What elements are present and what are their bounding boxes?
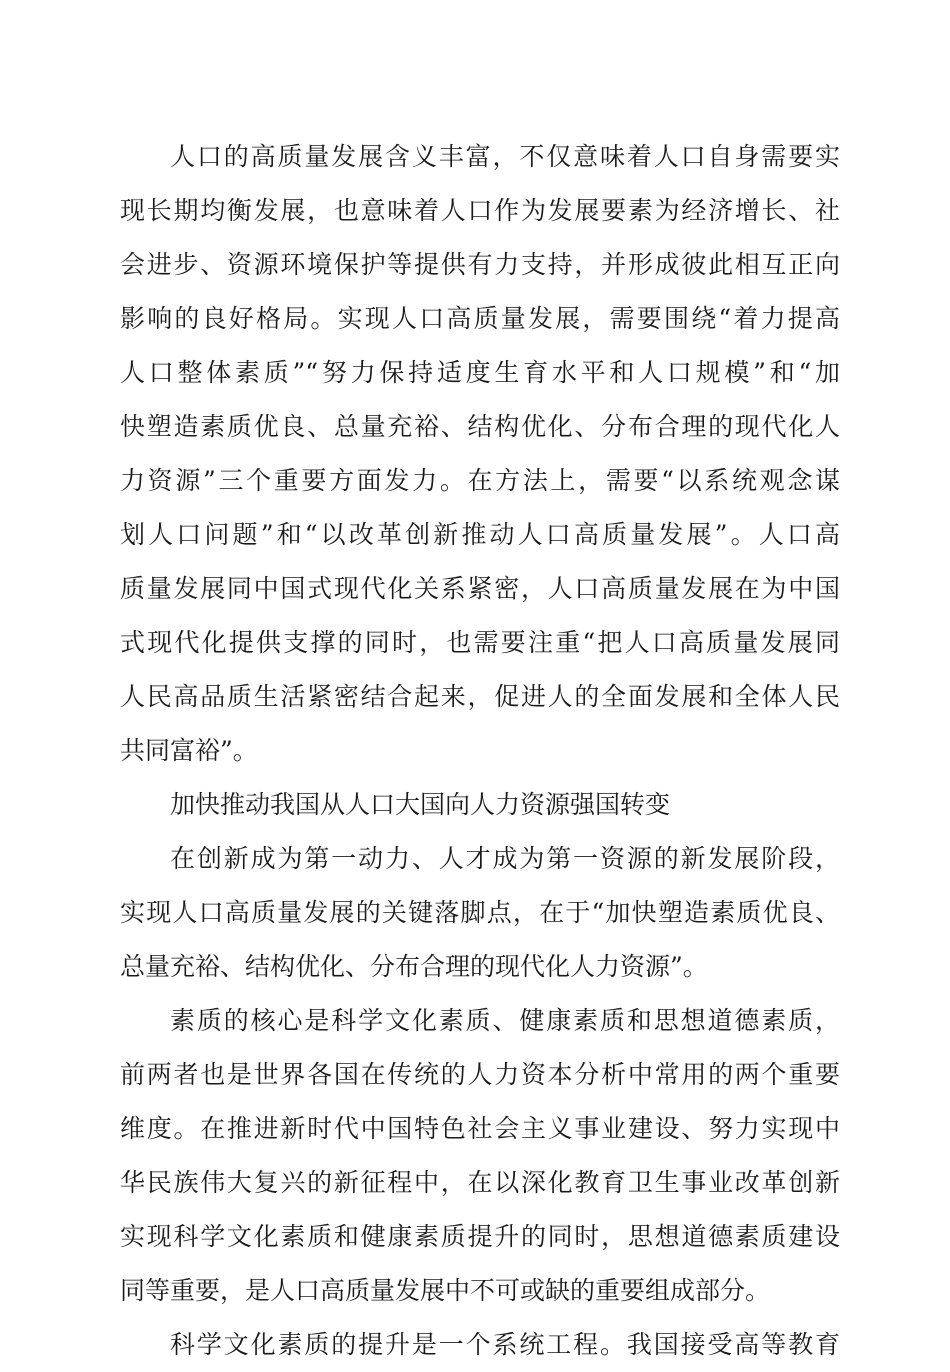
text-line: 人民高品质生活紧密结合起来，促进人的全面发展和全体人民 [120,682,840,711]
heading-text: 加快推动我国从人口大国向人力资源强国转变 [170,790,671,819]
text-line: 划人口问题”和“以改革创新推动人口高质量发展”。人口高 [120,520,840,549]
text-line: 质量发展同中国式现代化关系紧密，人口高质量发展在为中国 [120,574,840,603]
text-line: 力资源”三个重要方面发力。在方法上，需要“以系统观念谋 [120,466,840,495]
text-line: 人口的高质量发展含义丰富，不仅意味着人口自身需要实 [170,142,840,171]
text-line: 影响的良好格局。实现人口高质量发展，需要围绕“着力提高 [120,304,840,333]
text-line: 式现代化提供支撑的同时，也需要注重“把人口高质量发展同 [120,628,840,657]
text-line: 现长期均衡发展，也意味着人口作为发展要素为经济增长、社 [120,196,840,225]
paragraph-intro [120,130,840,778]
paragraph-innovation [120,832,840,994]
text-line: 实现人口高质量发展的关键落脚点，在于“加快塑造素质优良、 [120,898,840,927]
text-line: 人口整体素质”“努力保持适度生育水平和人口规模”和“加 [120,358,840,387]
text-line: 在创新成为第一动力、人才成为第一资源的新发展阶段， [170,844,840,873]
text-line: 华民族伟大复兴的新征程中，在以深化教育卫生事业改革创新 [120,1168,840,1197]
paragraph-quality-core [120,994,840,1318]
section-heading [120,778,840,832]
text-line: 同等重要，是人口高质量发展中不可或缺的重要组成部分。 [120,1276,771,1305]
text-line: 实现科学文化素质和健康素质提升的同时，思想道德素质建设 [120,1222,840,1251]
document-body [120,130,840,1372]
paragraph-science-culture [120,1318,840,1372]
text-line: 前两者也是世界各国在传统的人力资本分析中常用的两个重要 [120,1060,840,1089]
text-line: 素质的核心是科学文化素质、健康素质和思想道德素质， [170,1006,840,1035]
text-line: 总量充裕、结构优化、分布合理的现代化人力资源”。 [120,952,708,981]
text-line: 维度。在推进新时代中国特色社会主义事业建设、努力实现中 [120,1114,840,1143]
text-line: 会进步、资源环境保护等提供有力支持，并形成彼此相互正向 [120,250,840,279]
text-line: 快塑造素质优良、总量充裕、结构优化、分布合理的现代化人 [120,412,840,441]
text-line: 科学文化素质的提升是一个系统工程。我国接受高等教育 [170,1330,840,1359]
text-line: 共同富裕”。 [120,736,258,765]
